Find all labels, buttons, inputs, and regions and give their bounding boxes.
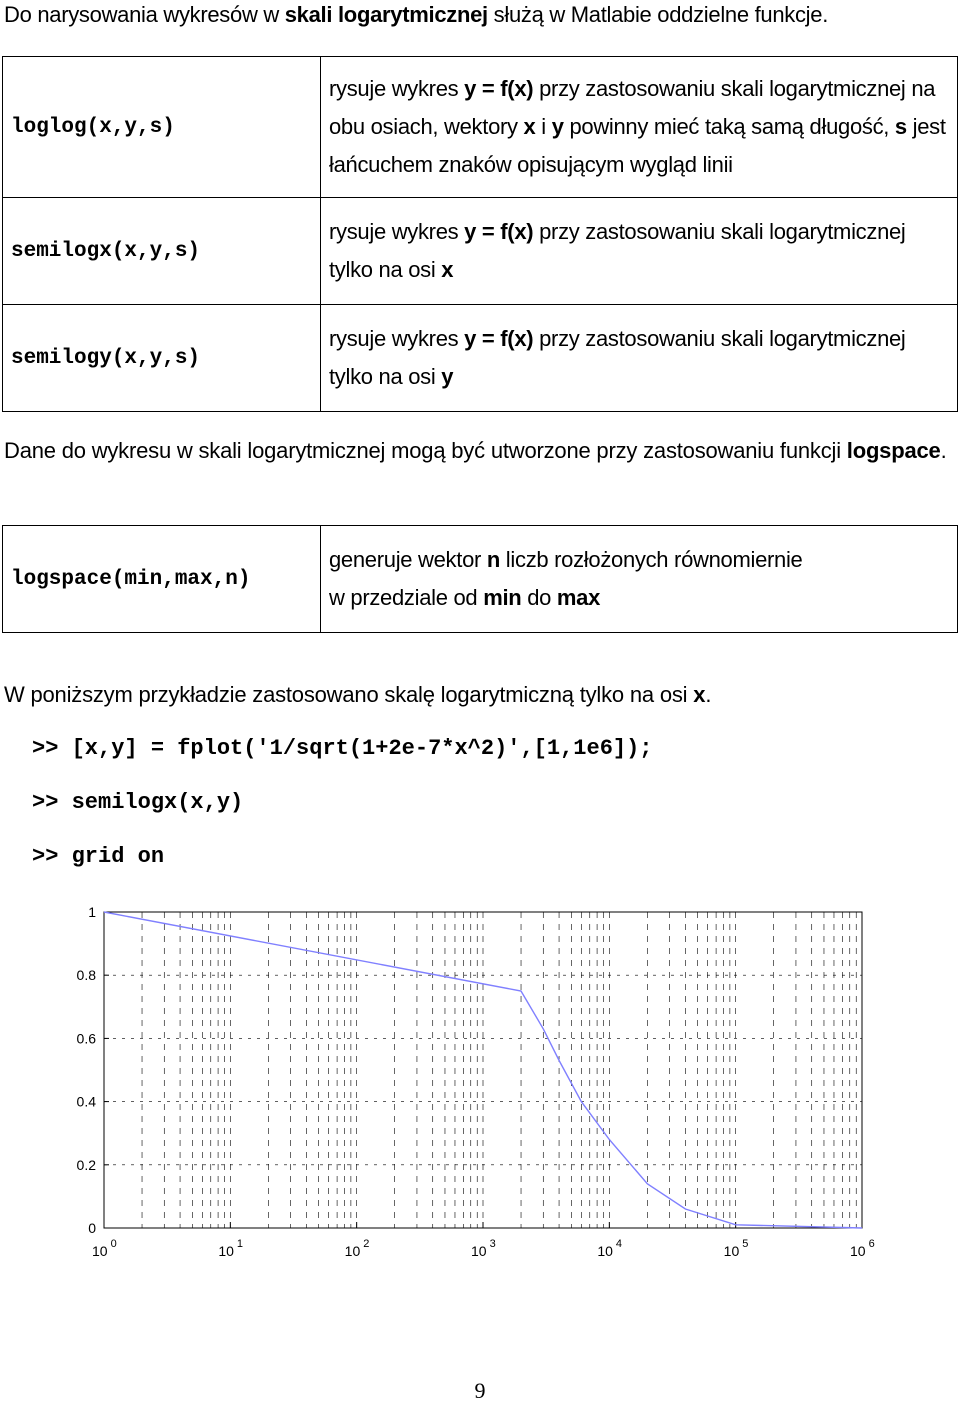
text-fragment: przy zastosowaniu skali logarytmicznej tylko na osi [329,219,906,282]
x-tick-label: 10 $^1$ [218,1238,244,1259]
x-tick-label: 10 $^5$ [723,1238,749,1259]
table-row [3,305,958,412]
bold-fragment: x [441,257,454,282]
paragraph-text-end: . [940,438,947,463]
text-fragment: przy zastosowaniu skali logarytmicznej na obu osiach, wektory [329,76,936,139]
semilogx-chart [0,890,960,1370]
x-tick-label: 10 $^0$ [92,1238,117,1259]
paragraph-text: W poniższym przykładzie zastosowano skalę logarytmiczną tylko na osi [4,682,694,707]
bold-fragment: y = f(x) [464,76,534,101]
log-functions-table [2,56,958,412]
paragraph-bold: x [693,682,706,707]
function-description [321,526,958,633]
x-tick-label: 10 $^6$ [850,1238,875,1259]
intro-bold: skali logarytmicznej [284,2,488,27]
x-tick-label: 10 $^3$ [471,1238,496,1259]
bold-fragment: max [556,585,601,610]
y-tick-label: 1 [88,904,96,920]
page-number: 9 [474,1378,486,1403]
y-tick-label: 0.2 [76,1156,96,1173]
intro-text: Do narysowania wykresów w [4,2,285,27]
text-fragment: liczb rozłożonych równomiernie [500,547,803,572]
bold-fragment: s [894,114,907,139]
y-tick-label: 0 [88,1220,96,1236]
text-fragment: generuje wektor [329,547,487,572]
table-row [3,57,958,198]
bold-fragment: n [486,547,500,572]
y-tick-label: 0.4 [76,1093,96,1110]
function-name: logspace(min,max,n) [3,526,321,633]
code-line: >> semilogx(x,y) [32,790,244,815]
logspace-table [2,525,958,633]
code-line: >> [x,y] = fplot('1/sqrt(1+2e-7*x^2)',[1,1e6]); [32,736,653,761]
intro-sentence [4,2,828,28]
text-fragment: rysuje wykres [329,76,465,101]
text-fragment: przy zastosowaniu skali logarytmicznej tylko na osi [329,326,906,389]
text-fragment: do [521,585,557,610]
y-tick-label: 0.8 [76,967,96,984]
function-description [321,57,958,198]
text-fragment: rysuje wykres [329,219,465,244]
bold-fragment: y [551,114,564,139]
function-description [321,305,958,412]
text-fragment: i [535,114,552,139]
intro-text-end: służą w Matlabie oddzielne funkcje. [487,2,829,27]
bold-fragment: y = f(x) [464,219,534,244]
text-fragment: rysuje wykres [329,326,465,351]
paragraph-bold: logspace [846,438,941,463]
paragraph-text-end: . [705,682,712,707]
code-line: >> grid on [32,844,165,869]
bold-fragment: y = f(x) [464,326,534,351]
text-fragment: powinny mieć taką samą długość, [563,114,895,139]
bold-fragment: x [523,114,536,139]
text-fragment: jest łańcuchem znaków opisującym wygląd linii [329,114,946,177]
x-tick-label: 10 $^2$ [344,1238,370,1259]
paragraph-text: Dane do wykresu w skali logarytmicznej mogą być utworzone przy zastosowaniu funkcji [4,438,847,463]
function-name: semilogx(x,y,s) [3,198,321,305]
function-name: semilogy(x,y,s) [3,305,321,412]
logspace-paragraph [4,432,954,470]
x-tick-label: 10 $^4$ [597,1238,623,1259]
y-tick-label: 0.6 [76,1030,96,1047]
bold-fragment: min [483,585,522,610]
table-row [3,198,958,305]
function-name: loglog(x,y,s) [3,57,321,198]
example-paragraph [4,676,711,714]
bold-fragment: y [441,364,454,389]
text-fragment: w przedziale od [329,585,484,610]
table-row [3,526,958,633]
function-description [321,198,958,305]
